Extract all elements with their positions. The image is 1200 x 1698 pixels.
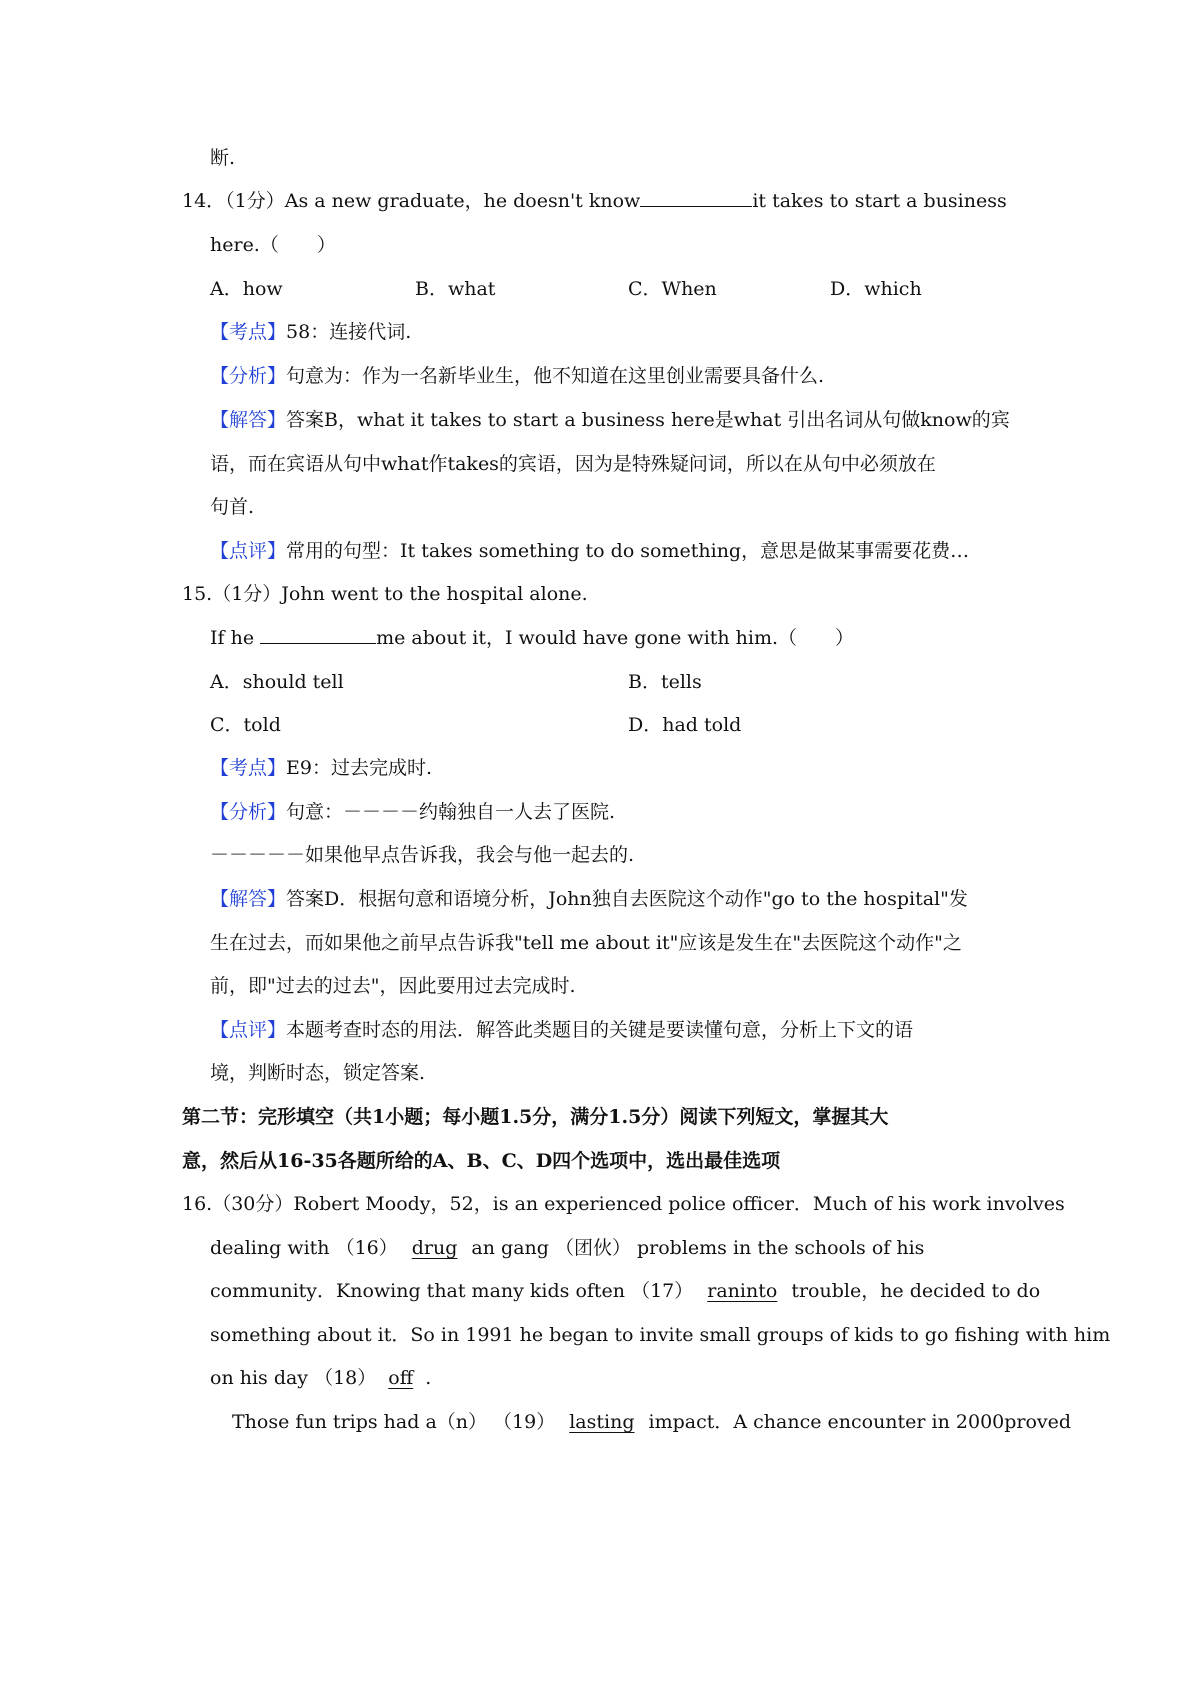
passage-text: Those fun trips had a（n） （19） <box>232 1411 556 1433</box>
q15-jieda-line3: 前，即"过去的过去"，因此要用过去完成时. <box>210 975 576 997</box>
passage-line <box>210 1365 431 1391</box>
q15-jieda-line2: 生在过去，而如果他之前早点告诉我"tell me about it"应该是发生在"去医院这个动作"之 <box>210 932 962 954</box>
q15-option-c: C．told <box>210 714 281 736</box>
kaodian-tag: 【考点】 <box>210 757 287 779</box>
fenxi-text: 句意为：作为一名新毕业生，他不知道在这里创业需要具备什么. <box>286 365 825 387</box>
filled-answer: lasting <box>569 1411 635 1433</box>
fenxi-tag: 【分析】 <box>210 801 287 823</box>
question-14-stem <box>182 188 1007 214</box>
passage-line <box>232 1409 1071 1435</box>
filled-answer: drug <box>411 1237 458 1259</box>
q14-jieda-line3: 句首. <box>210 496 255 518</box>
q14-option-a: A．how <box>210 278 283 300</box>
section-heading: 第二节：完形填空（共1小题；每小题1.5分，满分1.5分）阅读下列短文，掌握其大 <box>182 1106 889 1128</box>
passage-text: trouble，he decided to do <box>791 1280 1041 1302</box>
dianping-text: 本题考查时态的用法．解答此类题目的关键是要读懂句意，分析上下文的语 <box>286 1019 914 1041</box>
passage-line <box>210 1235 924 1261</box>
answer-blank <box>640 188 752 207</box>
jieda-text: 答案B，what it takes to start a business here是what 引出名词从句做know的宾 <box>286 409 1010 431</box>
passage-line <box>210 1278 1040 1304</box>
q14-jieda-line2: 语，而在宾语从句中what作takes的宾语，因为是特殊疑问词，所以在从句中必须放在 <box>210 453 936 475</box>
jieda-tag: 【解答】 <box>210 409 287 431</box>
dianping-tag: 【点评】 <box>210 1019 287 1041</box>
filled-answer: raninto <box>707 1280 778 1302</box>
jieda-text: 答案D．根据句意和语境分析，John独自去医院这个动作"go to the hospital"发 <box>286 888 968 910</box>
q15-stem-part2: me about it，I would have gone with him.（ ） <box>376 627 855 649</box>
dianping-tag: 【点评】 <box>210 540 287 562</box>
question-15-stem: 15.（1分）John went to the hospital alone. <box>182 583 588 605</box>
passage-text: an gang （团伙） problems in the schools of his <box>471 1237 925 1259</box>
passage-text: impact．A chance encounter in 2000proved <box>648 1411 1072 1433</box>
kaodian-tag: 【考点】 <box>210 321 287 343</box>
q15-jieda <box>210 886 968 912</box>
q14-fenxi <box>210 363 824 389</box>
kaodian-text: 58：连接代词. <box>286 321 412 343</box>
q15-stem-sentence <box>210 625 854 651</box>
jieda-tag: 【解答】 <box>210 888 287 910</box>
q15-stem-part1: If he <box>210 627 261 649</box>
q14-stem-part1: 14．（1分）As a new graduate，he doesn't know <box>182 190 641 212</box>
q14-jieda <box>210 407 1010 433</box>
q15-fenxi-line2: －－－－－如果他早点告诉我，我会与他一起去的. <box>210 844 635 866</box>
q15-fenxi <box>210 799 615 825</box>
text-line: 断. <box>210 147 236 169</box>
section-heading-line2: 意，然后从16-35各题所给的A、B、C、D四个选项中，选出最佳选项 <box>182 1150 781 1172</box>
q15-kaodian <box>210 755 432 781</box>
q15-option-a: A．should tell <box>210 671 344 693</box>
q14-option-b: B．what <box>415 278 496 300</box>
passage-text: . <box>425 1367 432 1389</box>
passage-text: on his day （18） <box>210 1367 377 1389</box>
fenxi-text: 句意：－－－－约翰独自一人去了医院. <box>286 801 616 823</box>
passage-text: dealing with （16） <box>210 1237 398 1259</box>
q14-dianping <box>210 538 969 564</box>
q15-dianping-line2: 境，判断时态，锁定答案. <box>210 1062 426 1084</box>
passage-line: something about it．So in 1991 he began to invite small groups of kids to go fishing with him <box>210 1324 1111 1346</box>
q15-option-d: D．had told <box>628 714 742 736</box>
passage-text: community．Knowing that many kids often （17） <box>210 1280 694 1302</box>
question-16-stem: 16.（30分）Robert Moody，52，is an experienced police officer．Much of his work involves <box>182 1193 1065 1215</box>
q14-kaodian <box>210 319 411 345</box>
kaodian-text: E9：过去完成时. <box>286 757 433 779</box>
filled-answer: off <box>388 1367 414 1389</box>
q15-option-b: B．tells <box>628 671 702 693</box>
q15-dianping <box>210 1017 913 1043</box>
q14-stem-cont: here.（ ） <box>210 234 336 256</box>
q14-stem-part2: it takes to start a business <box>752 190 1007 212</box>
q14-option-c: C．When <box>628 278 717 300</box>
fenxi-tag: 【分析】 <box>210 365 287 387</box>
q14-option-d: D．which <box>830 278 922 300</box>
dianping-text: 常用的句型：It takes something to do something，意思是做某事需要花费… <box>286 540 970 562</box>
answer-blank <box>260 625 376 644</box>
